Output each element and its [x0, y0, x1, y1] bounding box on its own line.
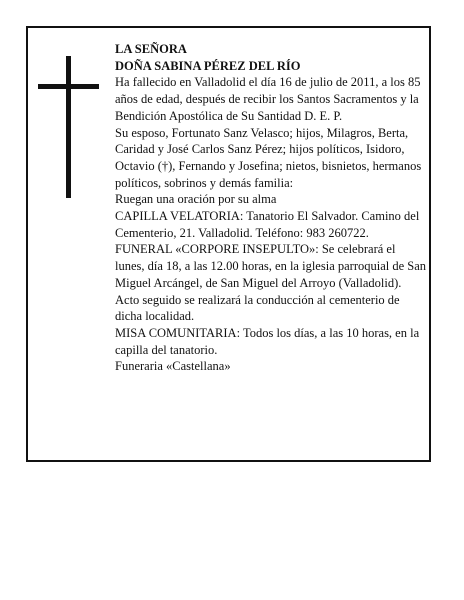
heading-title: LA SEÑORA	[115, 42, 187, 56]
chapel-info: CAPILLA VELATORIA: Tanatorio El Salvador. Camino del Cementerio, 21. Valladolid. Teléfono: 983 260722.	[115, 209, 420, 240]
funeral-info: FUNERAL «CORPORE INSEPULTO»: Se celebrará el lunes, día 18, a las 12.00 horas, en la iglesia parroquial de San Miguel Arcángel, de San Miguel del Arroyo (Valladolid). Acto seguido se realizará la conducción al cementerio de dicha localidad.	[115, 242, 427, 324]
obituary-notice	[26, 26, 431, 462]
cross-icon	[66, 56, 71, 198]
death-announcement: Ha fallecido en Valladolid el día 16 de julio de 2011, a los 85 años de edad, después de recibir los Santos Sacramentos y la Bendición Apostólica de Su Santidad D. E. P.	[115, 75, 421, 123]
funeral-home: Funeraria «Castellana»	[115, 359, 231, 374]
prayer-request: Ruegan una oración por su alma	[115, 192, 277, 207]
family-list: Su esposo, Fortunato Sanz Velasco; hijos, Milagros, Berta, Caridad y José Carlos Sanz Pérez; hijos políticos, Isidoro, Octavio (†), Fernando y Josefina; nietos, bisnietos, hermanos políticos, sobrinos y demás familia:	[115, 125, 422, 190]
deceased-name: DOÑA SABINA PÉREZ DEL RÍO	[115, 58, 301, 73]
cross-icon-bar	[38, 84, 99, 89]
obituary-text	[115, 41, 427, 375]
mass-info: MISA COMUNITARIA: Todos los días, a las 10 horas, en la capilla del tanatorio.	[115, 325, 420, 357]
